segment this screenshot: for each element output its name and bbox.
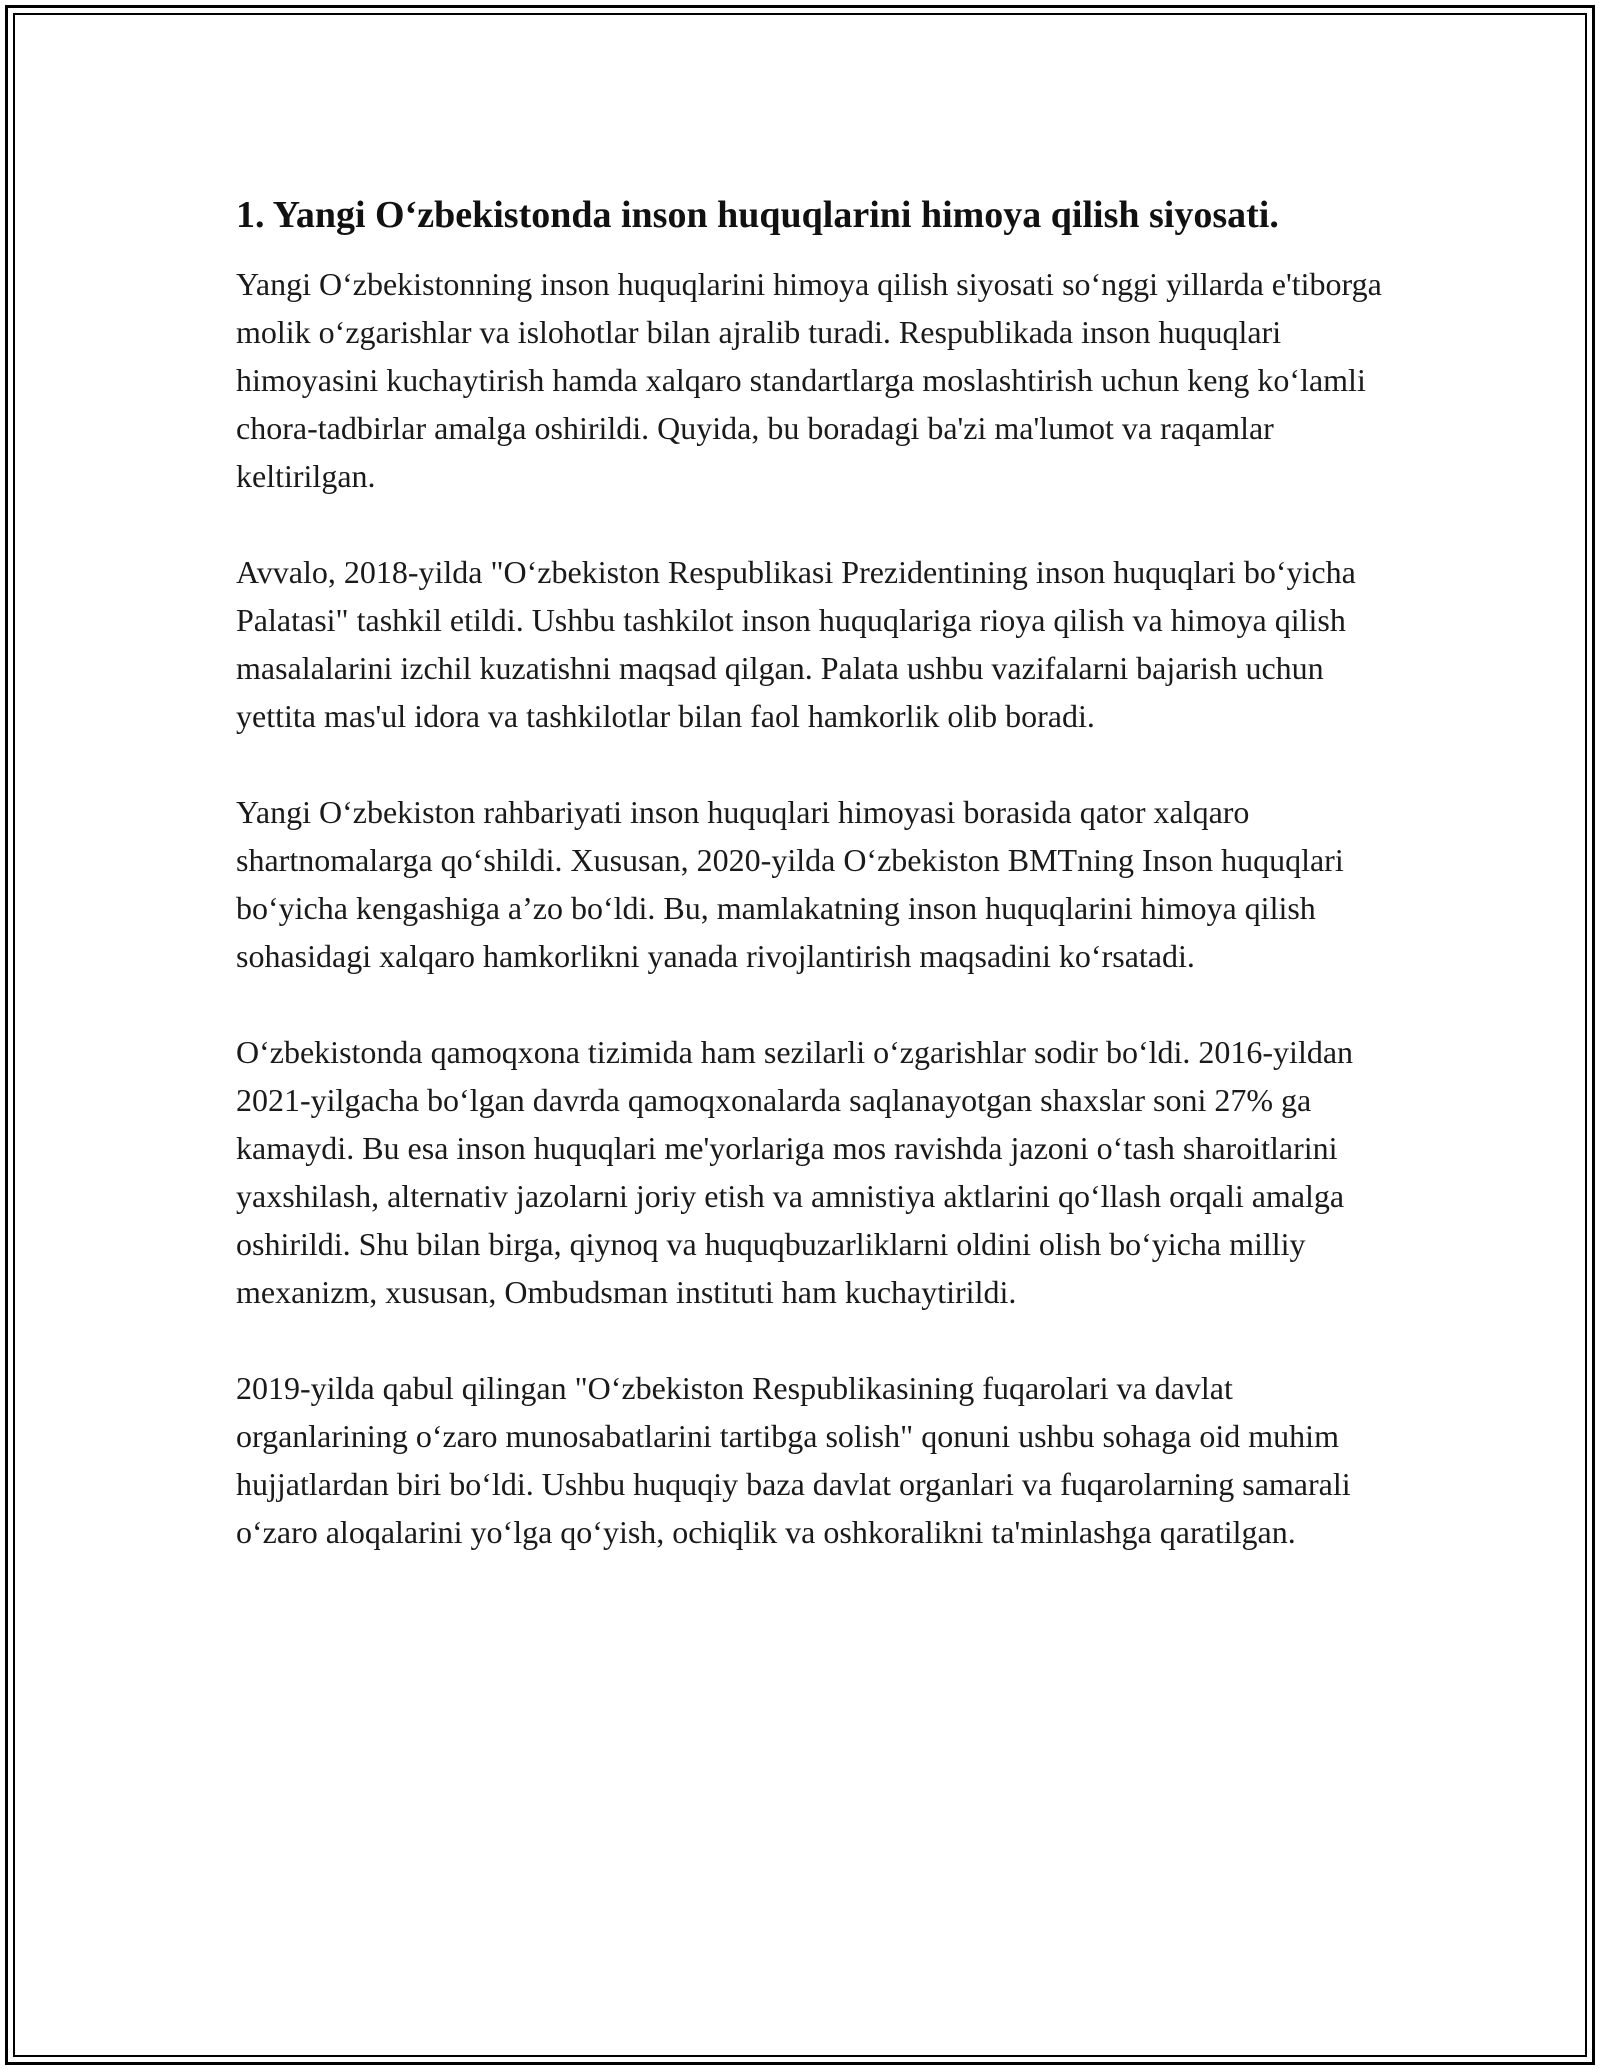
- paragraph-2: Avvalo, 2018-yilda "O‘zbekiston Respublikasi Prezidentining inson huquqlari bo‘yicha Palatasi" tashkil etildi. Ushbu tashkilot inson huquqlariga rioya qilish va himoya qilish masalalarini izchil kuzatishni maqsad qilgan. Palata ushbu vazifalarni bajarish uchun yettita mas'ul idora va tashkilotlar bilan faol hamkorlik olib boradi.: [236, 554, 1356, 734]
- paragraph-4: O‘zbekistonda qamoqxona tizimida ham sezilarli o‘zgarishlar sodir bo‘ldi. 2016-yildan 2021-yilgacha bo‘lgan davrda qamoqxonalarda saqlanayotgan shaxslar soni 27% ga kamaydi. Bu esa inson huquqlari me'yorlariga mos ravishda jazoni o‘tash sharoitlarini yaxshilash, alternativ jazolarni joriy etish va amnistiya aktlarini qo‘llash orqali amalga oshirildi. Shu bilan birga, qiynoq va huquqbuzarliklarni oldini olish bo‘yicha milliy mexanizm, xususan, Ombudsman instituti ham kuchaytirildi.: [236, 1034, 1354, 1310]
- section-heading: 1. Yangi O‘zbekistonda inson huquqlarini himoya qilish siyosati.: [236, 194, 1279, 236]
- paragraph-3: Yangi O‘zbekiston rahbariyati inson huquqlari himoyasi borasida qator xalqaro shartnomalarga qo‘shildi. Xususan, 2020-yilda O‘zbekiston BMTning Inson huquqlari bo‘yicha kengashiga a’zo bo‘ldi. Bu, mamlakatning inson huquqlarini himoya qilish sohasidagi xalqaro hamkorlikni yanada rivojlantirish maqsadini ko‘rsatadi.: [236, 794, 1344, 974]
- paragraph-1: Yangi O‘zbekistonning inson huquqlarini himoya qilish siyosati so‘nggi yillarda e'tiborga molik o‘zgarishlar va islohotlar bilan ajralib turadi. Respublikada inson huquqlari himoyasini kuchaytirish hamda xalqaro standartlarga moslashtirish uchun keng ko‘lamli chora-tadbirlar amalga oshirildi. Quyida, bu boradagi ba'zi ma'lumot va raqamlar keltirilgan.: [236, 266, 1382, 494]
- document-body: [236, 190, 1396, 1604]
- paragraph-5: 2019-yilda qabul qilingan "O‘zbekiston Respublikasining fuqarolari va davlat organlarining o‘zaro munosabatlarini tartibga solish" qonuni ushbu sohaga oid muhim hujjatlardan biri bo‘ldi. Ushbu huquqiy baza davlat organlari va fuqarolarning samarali o‘zaro aloqalarini yo‘lga qo‘yish, ochiqlik va oshkoralikni ta'minlashga qaratilgan.: [236, 1370, 1351, 1550]
